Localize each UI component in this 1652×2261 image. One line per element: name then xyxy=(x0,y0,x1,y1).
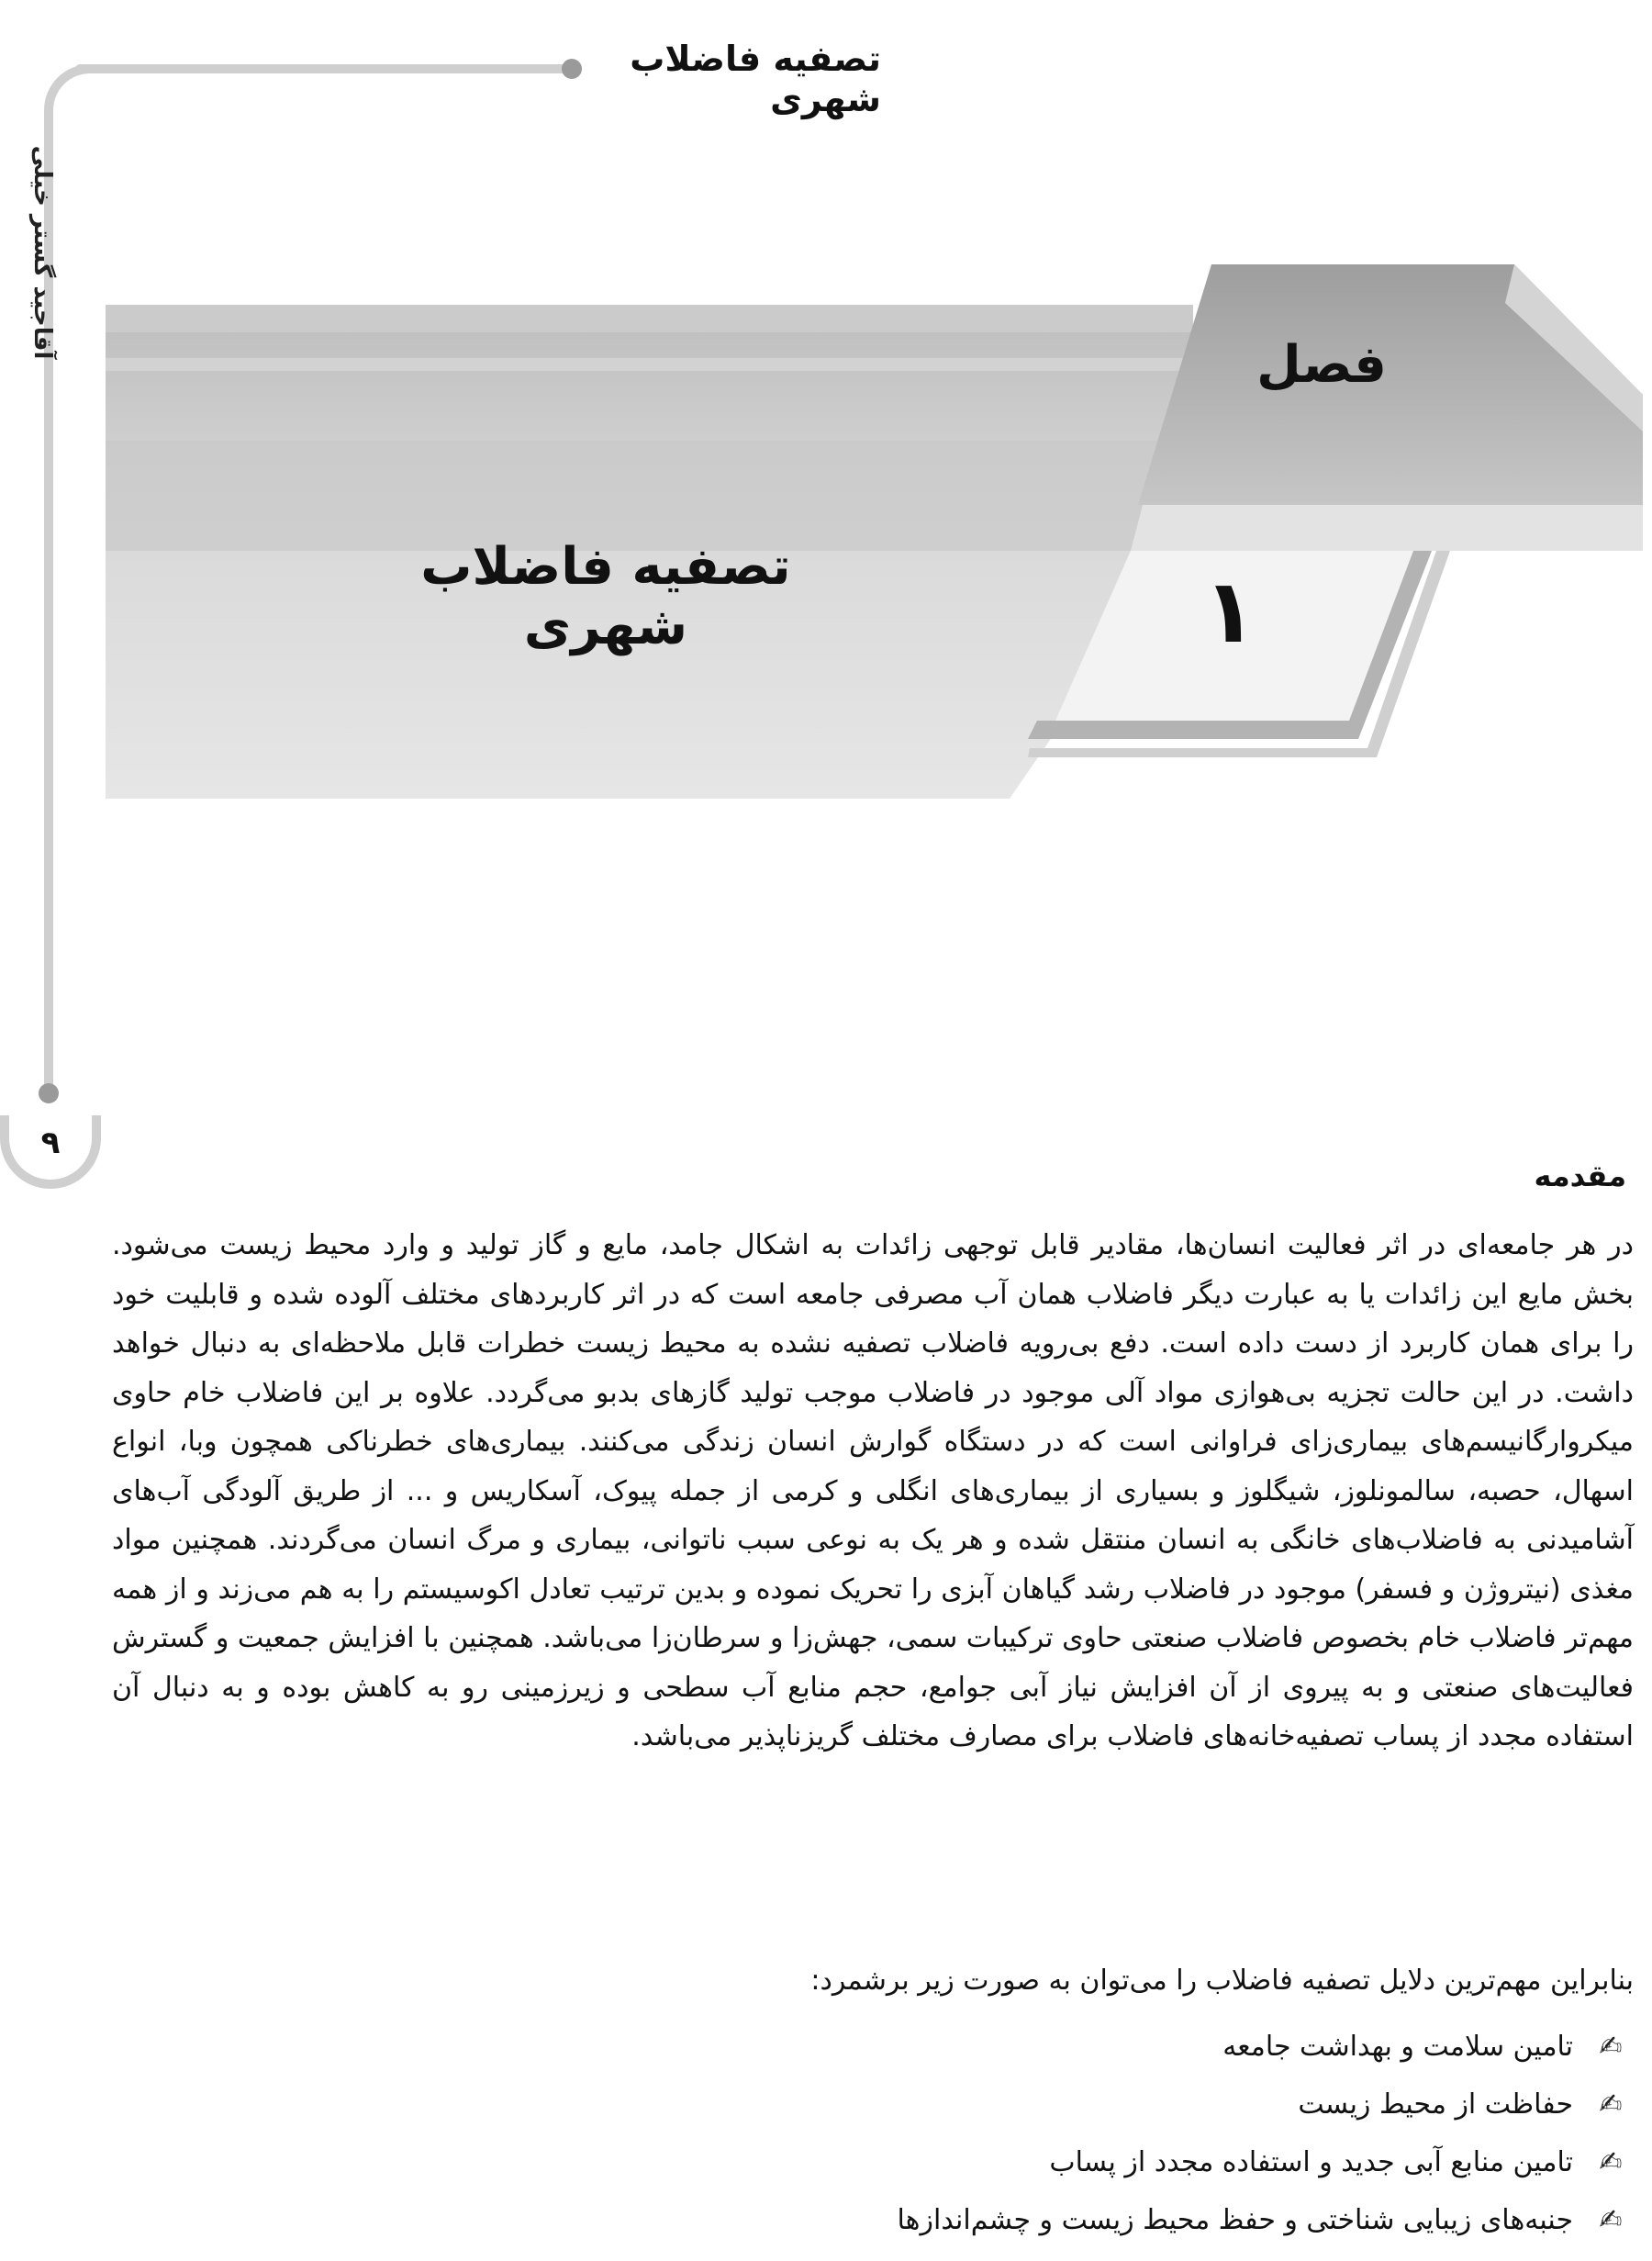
chapter-label: فصل xyxy=(1256,335,1387,395)
pen-icon: ✍ xyxy=(1599,2204,1623,2236)
intro-paragraph: در هر جامعه‌ای در اثر فعالیت انسان‌ها، مقادیر قابل توجهی زائدات به اشکال جامد، مایع و گاز تولید و وارد محیط زیست می‌شود. بخش مایع این زائدات یا به عبارت دیگر فاضلاب همان آب مصرفی جامعه است که در اثر کاربردهای مختلف آلوده شده و قابلیت خود را برای همان کاربرد از دست داده است. دفع بی‌رویه فاضلاب تصفیه نشده به محیط زیست خطرات قابل ملاحظه‌ای به دنبال خواهد داشت. در این حالت تجزیه بی‌هوازی مواد آلی موجود در فاضلاب موجب تولید گازهای بدبو می‌گردد. علاوه بر این فاضلاب خام حاوی میکروارگانیسم‌های بیماری‌زای فراوانی است که در دستگاه گوارش انسان زندگی می‌کنند. بیماری‌های خطرناکی همچون وبا، انواع اسهال، حصبه، سالمونلوز، شیگلوز و بسیاری از بیماری‌های انگلی و کرمی از جمله پیوک، آسکاریس و ... از طریق آلودگی آب‌های آشامیدنی به فاضلاب‌های خانگی به انسان منتقل شده و هر یک به نوعی سبب ناتوانی، بیماری و مرگ انسان می‌گردند. همچنین مواد مغذی (نیتروژن و فسفر) موجود در فاضلاب رشد گیاهان آبزی را تحریک نموده و بدین ترتیب تعادل اکوسیستم را به هم می‌زند و از همه مهم‌تر فاضلاب خام بخصوص فاضلاب صنعتی حاوی ترکیبات سمی، جهش‌زا و سرطان‌زا می‌باشد. همچنین با افزایش جمعیت و گسترش فعالیت‌های صنعتی و به پیروی از آن افزایش نیاز آبی جوامع، حجم منابع آب سطحی و زیرزمینی رو به کاهش بوده و به دنبال آن استفاده مجدد از پساب تصفیه‌خانه‌های فاضلاب برای مصارف مختلف گریزناپذیر می‌باشد. xyxy=(112,1229,1634,1752)
banner-stripe xyxy=(106,305,1193,332)
corner-rule xyxy=(44,64,108,129)
list-lead: بنابراین مهم‌ترین دلایل تصفیه فاضلاب را می‌توان به صورت زیر برشمرد: xyxy=(810,1964,1634,1997)
running-header-title: تصفیه فاضلاب شهری xyxy=(630,39,881,119)
side-rule-dot xyxy=(39,1083,59,1103)
list-item-text: حفاظت از محیط زیست xyxy=(1298,2088,1573,2121)
chapter-banner xyxy=(0,248,1652,817)
list-item xyxy=(112,2133,1634,2191)
pen-icon: ✍ xyxy=(1599,2146,1623,2178)
header-dot xyxy=(562,59,582,79)
list-item-text: تامین منابع آبی جدید و استفاده مجدد از پساب xyxy=(1049,2146,1573,2178)
list-item xyxy=(112,2076,1634,2133)
pen-icon: ✍ xyxy=(1599,2031,1623,2063)
list-item-text: تامین سلامت و بهداشت جامعه xyxy=(1222,2031,1573,2063)
banner-band xyxy=(106,441,1193,551)
list-item xyxy=(112,2018,1634,2076)
header-rule xyxy=(75,64,575,73)
list-item xyxy=(112,2191,1634,2249)
pen-icon: ✍ xyxy=(1599,2088,1623,2121)
reasons-list xyxy=(112,2018,1634,2249)
section-heading: مقدمه xyxy=(1534,1158,1626,1193)
chapter-number: ۱ xyxy=(1202,560,1257,663)
banner-stripe xyxy=(106,358,1193,371)
chapter-title: تصفیه فاضلاب شهری xyxy=(420,537,791,656)
side-label-text: آقاجید گستر خیلی xyxy=(28,145,56,360)
page-number: ۹ xyxy=(40,1125,61,1161)
list-item-text: جنبه‌های زیبایی شناختی و حفظ محیط زیست و چشم‌اندازها xyxy=(897,2204,1573,2236)
banner-tab-edge xyxy=(1131,505,1643,551)
